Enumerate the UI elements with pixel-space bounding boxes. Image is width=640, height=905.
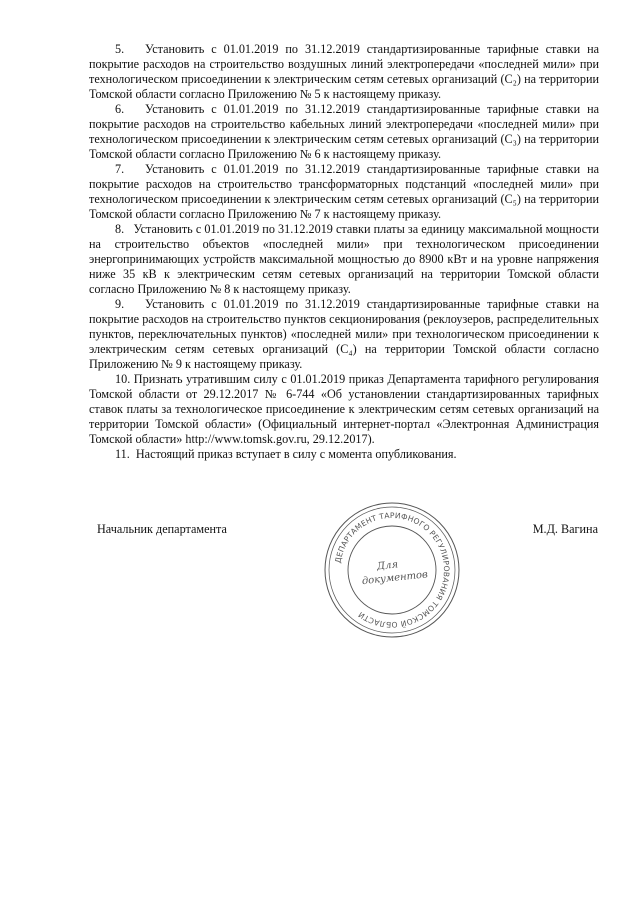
paragraph-9: 9. Установить с 01.01.2019 по 31.12.2019 стандартизированные тарифные ставки на покрытие расходов на строительство пунктов секционирования (реклоузеров, распределительных пунктов, переключательных пунктов) «последней мили» при технологическом присоединении к электрическим сетям сетевых организаций (С₄) на территории Томской области согласно Приложению № 9 к настоящему приказу.: [89, 297, 599, 371]
stamp-center-line1: Для: [376, 559, 399, 573]
stamp-center-line2: документов: [361, 569, 429, 588]
paragraph-5: 5. Установить с 01.01.2019 по 31.12.2019 стандартизированные тарифные ставки на покрытие расходов на строительство воздушных линий электропередачи «последней мили» при технологическом присоединении к электрическим сетям сетевых организаций (С₂) на территории Томской области согласно Приложению № 5 к настоящему приказу.: [89, 42, 599, 101]
stamp-ring-text: ДЕПАРТАМЕНТ ТАРИФНОГО РЕГУЛИРОВАНИЯ ТОМСКОЙ ОБЛАСТИ: [333, 510, 452, 630]
signatory-position: Начальник департамента: [97, 522, 227, 536]
paragraph-10: 10. Признать утратившим силу с 01.01.2019 приказ Департамента тарифного регулирования Томской области от 29.12.2017 № 6-744 «Об установлении стандартизированных тарифных ставок платы за технологическое присоединение к электрическим сетям сетевых организаций на территории Томской области» (Официальный интернет-портал «Электронная Администрация Томской области» http://www.tomsk.gov.ru, 29.12.2017).: [89, 372, 599, 446]
paragraph-11: 11. Настоящий приказ вступает в силу с момента опубликования.: [115, 447, 457, 461]
official-stamp: [322, 500, 462, 640]
order-body: [89, 42, 599, 462]
paragraph-7: 7. Установить с 01.01.2019 по 31.12.2019 стандартизированные тарифные ставки на покрытие расходов на строительство трансформаторных подстанций «последней мили» при технологическом присоединении к электрическим сетям сетевых организаций (С₅) на территории Томской области согласно Приложению № 7 к настоящему приказу.: [89, 162, 599, 221]
signatory-name: М.Д. Вагина: [532, 522, 598, 536]
paragraph-6: 6. Установить с 01.01.2019 по 31.12.2019 стандартизированные тарифные ставки на покрытие расходов на строительство кабельных линий электропередачи «последней мили» при технологическом присоединении к электрическим сетям сетевых организаций (С₃) на территории Томской области согласно Приложению № 6 к настоящему приказу.: [89, 102, 599, 161]
paragraph-8: 8. Установить с 01.01.2019 по 31.12.2019 ставки платы за единицу максимальной мощности на строительство объектов «последней мили» при технологическом присоединении энергопринимающих устройств максимальной мощностью до 8900 кВт и на уровне напряжения ниже 35 кВ к электрическим сетям сетевых организаций на территории Томской области согласно Приложению № 8 к настоящему приказу.: [89, 222, 599, 296]
